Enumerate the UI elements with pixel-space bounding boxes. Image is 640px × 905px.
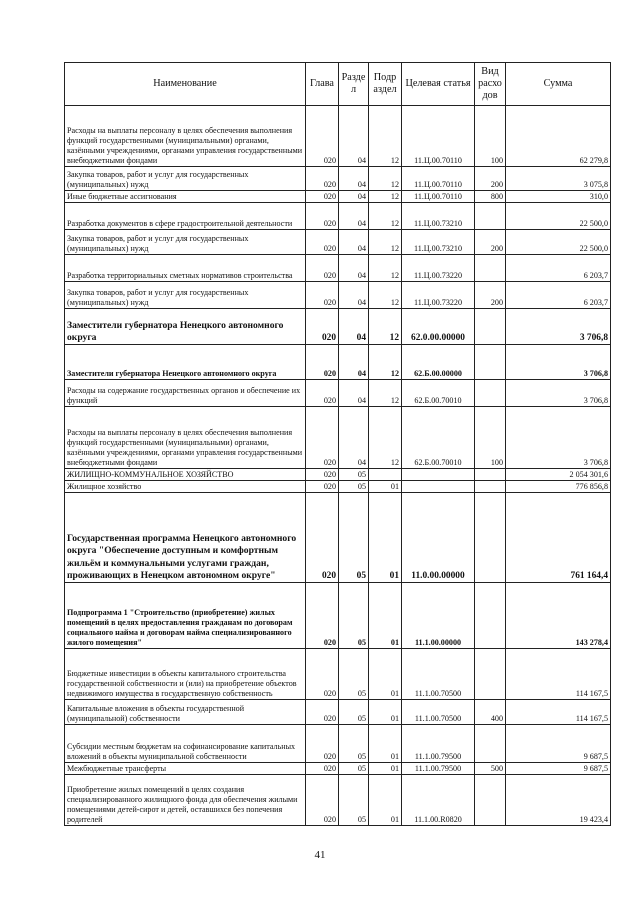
cell-name: ЖИЛИЩНО-КОММУНАЛЬНОЕ ХОЗЯЙСТВО — [65, 469, 306, 481]
cell-razdel: 05 — [339, 583, 369, 649]
cell-razdel: 05 — [339, 469, 369, 481]
cell-summa: 310,0 — [506, 191, 611, 203]
cell-name: Жилищное хозяйство — [65, 481, 306, 493]
cell-celevaya — [402, 481, 475, 493]
cell-glava: 020 — [306, 255, 339, 282]
cell-celevaya: 11.Ц.00.73210 — [402, 203, 475, 230]
budget-table — [64, 62, 611, 826]
table-header-row — [65, 63, 611, 106]
cell-celevaya: 11.1.00.79500 — [402, 725, 475, 763]
cell-glava: 020 — [306, 407, 339, 469]
page-number: 41 — [314, 849, 326, 861]
cell-vid: 200 — [475, 230, 506, 255]
cell-podrazdel: 12 — [369, 106, 402, 167]
cell-celevaya: 11.1.00.00000 — [402, 583, 475, 649]
cell-glava: 020 — [306, 775, 339, 826]
cell-razdel: 05 — [339, 700, 369, 725]
cell-vid — [475, 255, 506, 282]
cell-vid — [475, 649, 506, 700]
cell-celevaya: 11.0.00.00000 — [402, 493, 475, 583]
cell-razdel: 05 — [339, 775, 369, 826]
cell-vid — [475, 481, 506, 493]
cell-celevaya: 11.1.00.70500 — [402, 700, 475, 725]
cell-celevaya: 11.Ц.00.73210 — [402, 230, 475, 255]
cell-razdel: 05 — [339, 493, 369, 583]
cell-razdel: 04 — [339, 106, 369, 167]
cell-podrazdel: 01 — [369, 775, 402, 826]
cell-name: Субсидии местным бюджетам на софинансирование капитальных вложений в объекты муниципальной собственности — [65, 725, 306, 763]
cell-razdel: 05 — [339, 763, 369, 775]
cell-name: Иные бюджетные ассигнования — [65, 191, 306, 203]
cell-razdel: 04 — [339, 380, 369, 407]
cell-name: Расходы на выплаты персоналу в целях обеспечения выполнения функций государственными (муниципальными) органами, казёнными учреждениями, органами управления государственными внебюджетными фондами — [65, 106, 306, 167]
cell-razdel: 04 — [339, 407, 369, 469]
cell-glava: 020 — [306, 380, 339, 407]
cell-summa: 62 279,8 — [506, 106, 611, 167]
cell-vid: 100 — [475, 106, 506, 167]
cell-vid — [475, 493, 506, 583]
cell-vid — [475, 203, 506, 230]
cell-glava: 020 — [306, 583, 339, 649]
cell-celevaya — [402, 469, 475, 481]
cell-glava: 020 — [306, 700, 339, 725]
cell-glava: 020 — [306, 725, 339, 763]
cell-podrazdel: 12 — [369, 309, 402, 345]
cell-glava: 020 — [306, 309, 339, 345]
cell-podrazdel: 12 — [369, 345, 402, 380]
table-row — [65, 255, 611, 282]
cell-glava: 020 — [306, 230, 339, 255]
cell-name: Бюджетные инвестиции в объекты капитального строительства государственной собственности и (или) на приобретение объектов недвижимого имущества в государственную собственность — [65, 649, 306, 700]
cell-summa: 3 706,8 — [506, 380, 611, 407]
cell-glava: 020 — [306, 282, 339, 309]
cell-vid — [475, 583, 506, 649]
table-row — [65, 380, 611, 407]
cell-summa: 776 856,8 — [506, 481, 611, 493]
cell-summa: 114 167,5 — [506, 700, 611, 725]
cell-glava: 020 — [306, 203, 339, 230]
cell-podrazdel: 01 — [369, 649, 402, 700]
header-name: Наименование — [65, 63, 306, 106]
cell-name: Расходы на выплаты персоналу в целях обеспечения выполнения функций государственными (муниципальными) органами, казёнными учреждениями, органами управления государственными внебюджетными фондами — [65, 407, 306, 469]
table-row — [65, 649, 611, 700]
table-row — [65, 775, 611, 826]
cell-vid: 800 — [475, 191, 506, 203]
cell-podrazdel — [369, 469, 402, 481]
cell-celevaya: 62.0.00.00000 — [402, 309, 475, 345]
cell-celevaya: 11.Ц.00.70110 — [402, 106, 475, 167]
cell-celevaya: 11.1.00.R0820 — [402, 775, 475, 826]
table-row — [65, 583, 611, 649]
cell-podrazdel: 12 — [369, 167, 402, 191]
cell-summa: 3 075,8 — [506, 167, 611, 191]
cell-razdel: 05 — [339, 481, 369, 493]
table-row — [65, 282, 611, 309]
cell-name: Межбюджетные трансферты — [65, 763, 306, 775]
cell-glava: 020 — [306, 167, 339, 191]
cell-podrazdel: 01 — [369, 725, 402, 763]
cell-glava: 020 — [306, 345, 339, 380]
cell-razdel: 04 — [339, 309, 369, 345]
cell-celevaya: 11.Ц.00.73220 — [402, 255, 475, 282]
cell-vid — [475, 309, 506, 345]
cell-podrazdel: 01 — [369, 700, 402, 725]
cell-glava: 020 — [306, 191, 339, 203]
cell-celevaya: 11.1.00.70500 — [402, 649, 475, 700]
cell-podrazdel: 01 — [369, 493, 402, 583]
table-row — [65, 481, 611, 493]
table-row — [65, 230, 611, 255]
cell-summa: 761 164,4 — [506, 493, 611, 583]
cell-summa: 22 500,0 — [506, 203, 611, 230]
cell-name: Капитальные вложения в объекты государственной (муниципальной) собственности — [65, 700, 306, 725]
table-row — [65, 203, 611, 230]
cell-podrazdel: 01 — [369, 583, 402, 649]
budget-document — [64, 62, 611, 826]
cell-vid — [475, 725, 506, 763]
table-row — [65, 191, 611, 203]
cell-summa: 22 500,0 — [506, 230, 611, 255]
cell-name: Закупка товаров, работ и услуг для государственных (муниципальных) нужд — [65, 167, 306, 191]
cell-podrazdel: 12 — [369, 255, 402, 282]
table-row — [65, 345, 611, 380]
cell-summa: 3 706,8 — [506, 345, 611, 380]
cell-celevaya: 62.Б.00.00000 — [402, 345, 475, 380]
cell-glava: 020 — [306, 493, 339, 583]
cell-razdel: 04 — [339, 282, 369, 309]
cell-vid — [475, 775, 506, 826]
table-row — [65, 700, 611, 725]
header-glava: Глава — [306, 63, 339, 106]
table-row — [65, 106, 611, 167]
cell-summa: 143 278,4 — [506, 583, 611, 649]
cell-summa: 9 687,5 — [506, 725, 611, 763]
cell-name: Государственная программа Ненецкого автономного округа "Обеспечение доступным и комфортным жильём и коммунальными услугами граждан, проживающих в Ненецком автономном округе" — [65, 493, 306, 583]
cell-glava: 020 — [306, 469, 339, 481]
cell-razdel: 05 — [339, 725, 369, 763]
table-row — [65, 725, 611, 763]
table-row — [65, 469, 611, 481]
cell-vid — [475, 345, 506, 380]
cell-podrazdel: 12 — [369, 191, 402, 203]
cell-vid — [475, 469, 506, 481]
table-body — [65, 106, 611, 826]
cell-vid: 200 — [475, 282, 506, 309]
cell-name: Заместители губернатора Ненецкого автономного округа — [65, 309, 306, 345]
cell-glava: 020 — [306, 106, 339, 167]
cell-podrazdel: 01 — [369, 481, 402, 493]
header-summa: Сумма — [506, 63, 611, 106]
cell-summa: 3 706,8 — [506, 309, 611, 345]
cell-podrazdel: 12 — [369, 407, 402, 469]
cell-razdel: 04 — [339, 191, 369, 203]
cell-name: Приобретение жилых помещений в целях создания специализированного жилищного фонда для обеспечения жилыми помещениями детей-сирот и детей, оставшихся без попечения родителей — [65, 775, 306, 826]
cell-summa: 114 167,5 — [506, 649, 611, 700]
cell-podrazdel: 12 — [369, 282, 402, 309]
header-vid: Вид расхо дов — [475, 63, 506, 106]
cell-summa: 3 706,8 — [506, 407, 611, 469]
cell-celevaya: 62.Б.00.70010 — [402, 407, 475, 469]
cell-name: Разработка документов в сфере градостроительной деятельности — [65, 203, 306, 230]
cell-podrazdel: 01 — [369, 763, 402, 775]
cell-summa: 6 203,7 — [506, 282, 611, 309]
cell-razdel: 05 — [339, 649, 369, 700]
cell-razdel: 04 — [339, 167, 369, 191]
cell-glava: 020 — [306, 649, 339, 700]
cell-razdel: 04 — [339, 203, 369, 230]
cell-name: Закупка товаров, работ и услуг для государственных (муниципальных) нужд — [65, 282, 306, 309]
cell-podrazdel: 12 — [369, 203, 402, 230]
table-row — [65, 763, 611, 775]
cell-podrazdel: 12 — [369, 380, 402, 407]
cell-glava: 020 — [306, 763, 339, 775]
table-row — [65, 407, 611, 469]
header-razdel: Разде л — [339, 63, 369, 106]
cell-razdel: 04 — [339, 230, 369, 255]
cell-name: Расходы на содержание государственных органов и обеспечение их функций — [65, 380, 306, 407]
table-row — [65, 167, 611, 191]
cell-name: Подпрограмма 1 "Строительство (приобретение) жилых помещений в целях предоставления гражданам по договорам социального найма и договорам найма специализированного жилого помещения" — [65, 583, 306, 649]
cell-summa: 6 203,7 — [506, 255, 611, 282]
cell-vid: 100 — [475, 407, 506, 469]
table-row — [65, 493, 611, 583]
cell-podrazdel: 12 — [369, 230, 402, 255]
header-celevaya: Целевая статья — [402, 63, 475, 106]
cell-vid: 400 — [475, 700, 506, 725]
table-row — [65, 309, 611, 345]
cell-celevaya: 62.Б.00.70010 — [402, 380, 475, 407]
cell-celevaya: 11.Ц.00.70110 — [402, 167, 475, 191]
cell-vid — [475, 380, 506, 407]
cell-razdel: 04 — [339, 255, 369, 282]
cell-razdel: 04 — [339, 345, 369, 380]
cell-name: Закупка товаров, работ и услуг для государственных (муниципальных) нужд — [65, 230, 306, 255]
cell-vid: 200 — [475, 167, 506, 191]
cell-name: Заместители губернатора Ненецкого автономного округа — [65, 345, 306, 380]
cell-celevaya: 11.1.00.79500 — [402, 763, 475, 775]
cell-celevaya: 11.Ц.00.73220 — [402, 282, 475, 309]
cell-summa: 2 054 301,6 — [506, 469, 611, 481]
cell-summa: 19 423,4 — [506, 775, 611, 826]
header-podrazdel: Подр аздел — [369, 63, 402, 106]
cell-glava: 020 — [306, 481, 339, 493]
cell-vid: 500 — [475, 763, 506, 775]
cell-summa: 9 687,5 — [506, 763, 611, 775]
cell-name: Разработка территориальных сметных нормативов строительства — [65, 255, 306, 282]
cell-celevaya: 11.Ц.00.70110 — [402, 191, 475, 203]
